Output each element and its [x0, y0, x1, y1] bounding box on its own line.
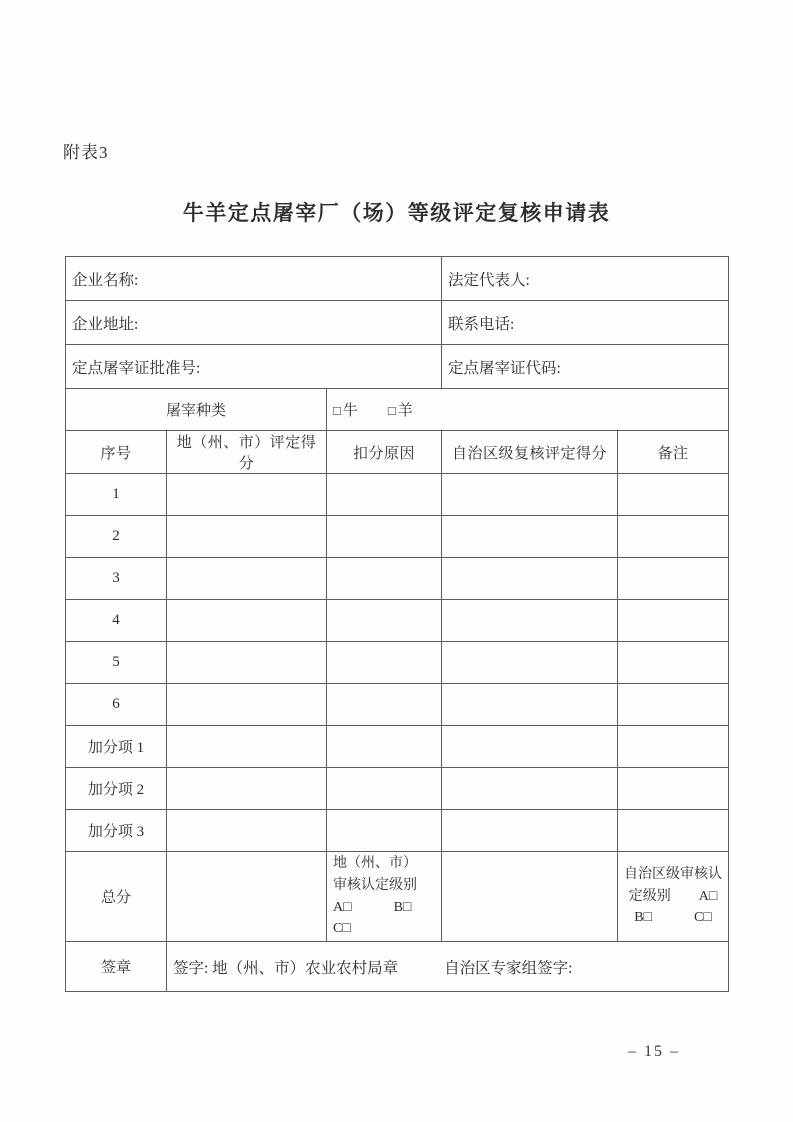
empty-cell: [167, 474, 327, 516]
option-label-sheep: 羊: [397, 403, 413, 419]
option-label-cattle: 牛: [342, 403, 358, 419]
signature-right-text: 自治区专家组签字:: [444, 959, 573, 977]
row-label: 2: [66, 516, 167, 558]
grade-line: 定级别 A□: [628, 888, 718, 904]
row-label: 加分项 1: [66, 726, 167, 768]
column-header-region-review-score: 自治区级复核评定得分: [442, 431, 618, 474]
checkbox-option-cattle: [333, 399, 358, 420]
grade-line: 自治区级审核认: [624, 866, 722, 882]
empty-cell: [618, 600, 729, 642]
empty-cell: [167, 600, 327, 642]
empty-cell: [167, 516, 327, 558]
company-address-label: 企业地址:: [66, 301, 442, 345]
signature-left-text: 签字: 地（州、市）农业农村局章: [173, 959, 399, 977]
score-row-3: [66, 558, 729, 600]
page-number: – 15 –: [628, 1043, 680, 1060]
total-score-row: [66, 852, 729, 942]
empty-cell: [442, 600, 618, 642]
row-label: 6: [66, 684, 167, 726]
column-header-deduction-reason: 扣分原因: [327, 431, 442, 474]
empty-cell: [327, 516, 442, 558]
contact-phone-label: 联系电话:: [442, 301, 729, 345]
row-label: 加分项 3: [66, 810, 167, 852]
score-table-header-row: [66, 431, 729, 474]
slaughter-type-label: 屠宰种类: [66, 389, 327, 431]
certificate-code-label: 定点屠宰证代码:: [442, 345, 729, 389]
score-row-6: [66, 684, 729, 726]
info-row-certificate: [66, 345, 729, 389]
score-row-5: [66, 642, 729, 684]
checkbox-icon: □: [387, 403, 396, 418]
empty-cell: [167, 726, 327, 768]
empty-cell: [442, 726, 618, 768]
signature-cell: [167, 942, 729, 992]
row-label: 加分项 2: [66, 768, 167, 810]
empty-cell: [618, 516, 729, 558]
column-header-index: 序号: [66, 431, 167, 474]
score-row-2: [66, 516, 729, 558]
empty-cell: [618, 726, 729, 768]
application-form-table: [65, 256, 729, 992]
empty-cell: [442, 810, 618, 852]
empty-cell: [167, 768, 327, 810]
score-row-bonus-1: [66, 726, 729, 768]
grade-line: B□ C□: [634, 910, 712, 926]
row-label: 1: [66, 474, 167, 516]
legal-representative-label: 法定代表人:: [442, 257, 729, 301]
company-name-label: 企业名称:: [66, 257, 442, 301]
grade-line: 审核认定级别: [333, 877, 417, 893]
score-row-1: [66, 474, 729, 516]
grade-line: 地（州、市）: [333, 856, 417, 872]
column-header-city-score: 地（州、市）评定得分: [167, 431, 327, 474]
total-score-label: 总分: [66, 852, 167, 942]
empty-cell: [327, 558, 442, 600]
empty-cell: [442, 768, 618, 810]
empty-cell: [618, 684, 729, 726]
empty-cell: [618, 558, 729, 600]
checkbox-option-sheep: [388, 399, 413, 420]
empty-cell: [167, 684, 327, 726]
empty-cell: [327, 642, 442, 684]
empty-cell: [327, 600, 442, 642]
page-title: 牛羊定点屠宰厂（场）等级评定复核申请表: [182, 201, 611, 225]
score-row-4: [66, 600, 729, 642]
empty-cell: [442, 558, 618, 600]
empty-cell: [327, 474, 442, 516]
signature-row: [66, 942, 729, 992]
empty-cell: [167, 558, 327, 600]
empty-cell: [167, 852, 327, 942]
empty-cell: [618, 642, 729, 684]
empty-cell: [442, 852, 618, 942]
slaughter-type-options: [327, 389, 729, 431]
info-row-company-address: [66, 301, 729, 345]
checkbox-icon: □: [333, 403, 341, 418]
region-grade-checkboxes: [618, 852, 729, 942]
row-label: 3: [66, 558, 167, 600]
city-grade-checkboxes: [327, 852, 442, 942]
empty-cell: [167, 642, 327, 684]
score-row-bonus-3: [66, 810, 729, 852]
score-row-bonus-2: [66, 768, 729, 810]
certificate-approval-number-label: 定点屠宰证批准号:: [66, 345, 442, 389]
empty-cell: [442, 642, 618, 684]
slaughter-type-row: [66, 389, 729, 431]
empty-cell: [327, 810, 442, 852]
empty-cell: [618, 768, 729, 810]
attachment-label: 附表3: [63, 143, 109, 162]
info-row-company-name: [66, 257, 729, 301]
empty-cell: [618, 474, 729, 516]
empty-cell: [442, 516, 618, 558]
column-header-remarks: 备注: [618, 431, 729, 474]
empty-cell: [327, 726, 442, 768]
empty-cell: [442, 684, 618, 726]
row-label: 4: [66, 600, 167, 642]
empty-cell: [327, 768, 442, 810]
empty-cell: [618, 810, 729, 852]
empty-cell: [167, 810, 327, 852]
empty-cell: [442, 474, 618, 516]
row-label: 5: [66, 642, 167, 684]
empty-cell: [327, 684, 442, 726]
grade-line: C□: [333, 921, 351, 937]
signature-label: 签章: [66, 942, 167, 992]
grade-line: A□ B□: [333, 899, 412, 915]
